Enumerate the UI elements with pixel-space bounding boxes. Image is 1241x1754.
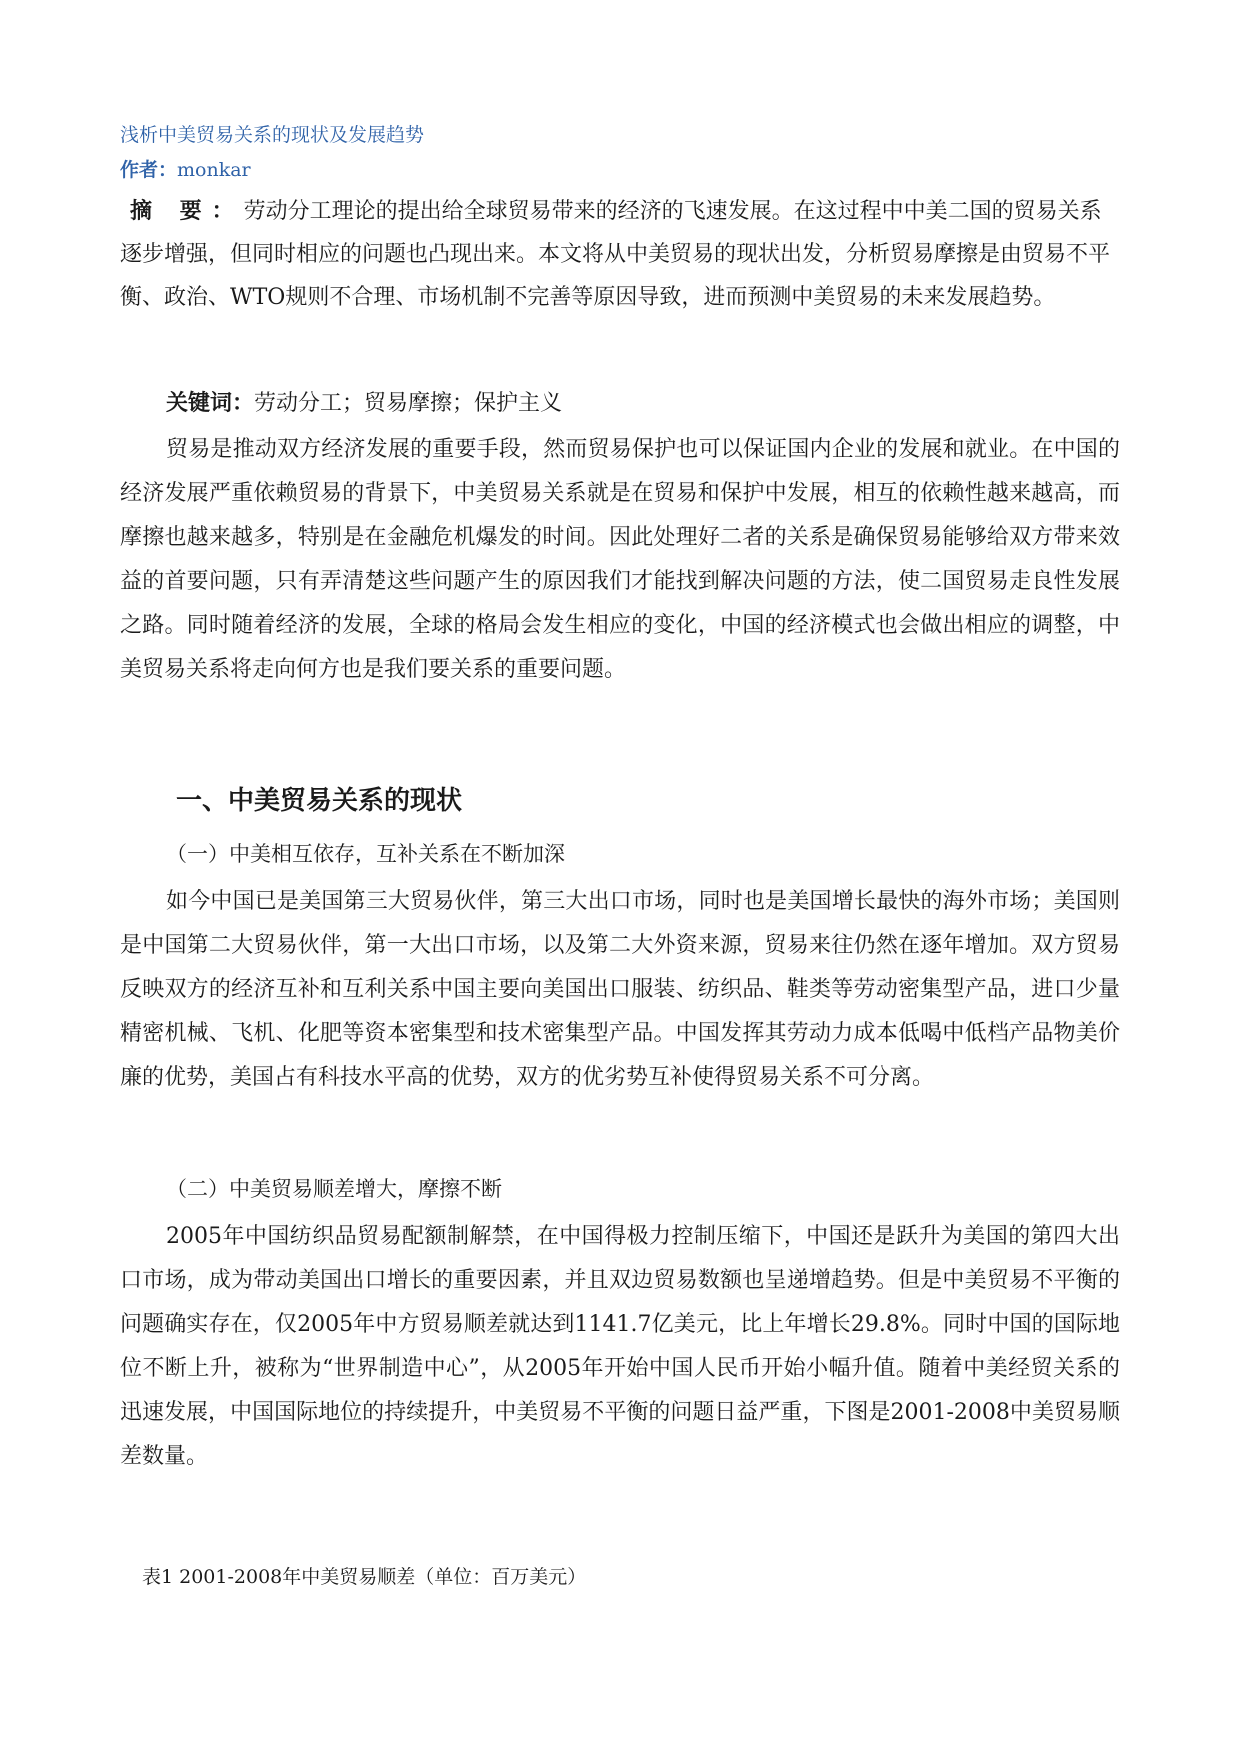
- abstract: [120, 190, 1120, 319]
- subsection-heading-1: （一）中美相互依存，互补关系在不断加深: [166, 842, 565, 866]
- keywords-label: 关键词：: [166, 391, 255, 416]
- keywords: [120, 382, 1120, 425]
- table-caption: 表1 2001-2008年中美贸易顺差（单位：百万美元）: [142, 1566, 587, 1588]
- author-line: [120, 155, 251, 182]
- keywords-text: 劳动分工；贸易摩擦；保护主义: [254, 391, 563, 416]
- author-name: monkar: [177, 159, 251, 181]
- subsection-paragraph-1: 如今中国已是美国第三大贸易伙伴，第三大出口市场，同时也是美国增长最快的海外市场；美国则是中国第二大贸易伙伴，第一大出口市场，以及第二大外资来源，贸易来往仍然在逐年增加。双方贸易反映双方的经济互补和互利关系中国主要向美国出口服装、纺织品、鞋类等劳动密集型产品，进口少量精密机械、飞机、化肥等资本密集型和技术密集型产品。中国发挥其劳动力成本低喝中低档产品物美价廉的优势，美国占有科技水平高的优势，双方的优劣势互补使得贸易关系不可分离。: [120, 889, 1120, 1090]
- section-heading: 一、中美贸易关系的现状: [176, 786, 463, 816]
- subsection-paragraph-2: 2005年中国纺织品贸易配额制解禁，在中国得极力控制压缩下，中国还是跃升为美国的第四大出口市场，成为带动美国出口增长的重要因素，并且双边贸易数额也呈递增趋势。但是中美贸易不平衡的问题确实存在，仅2005年中方贸易顺差就达到1141.7亿美元，比上年增长29.8%。同时中国的国际地位不断上升，被称为“世界制造中心”，从2005年开始中国人民币开始小幅升值。随着中美经贸关系的迅速发展，中国国际地位的持续提升，中美贸易不平衡的问题日益严重，下图是2001-2008中美贸易顺差数量。: [120, 1224, 1120, 1469]
- author-label: 作者：: [120, 159, 178, 181]
- subsection-heading-2: （二）中美贸易顺差增大，摩擦不断: [166, 1177, 502, 1201]
- abstract-label: 摘 要：: [130, 199, 244, 224]
- document-title: 浅析中美贸易关系的现状及发展趋势: [120, 124, 425, 146]
- abstract-text: 劳动分工理论的提出给全球贸易带来的经济的飞速发展。在这过程中中美二国的贸易关系逐步增强，但同时相应的问题也凸现出来。本文将从中美贸易的现状出发，分析贸易摩擦是由贸易不平衡、政治、WTO规则不合理、市场机制不完善等原因导致，进而预测中美贸易的未来发展趋势。: [120, 199, 1111, 310]
- intro-paragraph: 贸易是推动双方经济发展的重要手段，然而贸易保护也可以保证国内企业的发展和就业。在中国的经济发展严重依赖贸易的背景下，中美贸易关系就是在贸易和保护中发展，相互的依赖性越来越高，而摩擦也越来越多，特别是在金融危机爆发的时间。因此处理好二者的关系是确保贸易能够给双方带来效益的首要问题，只有弄清楚这些问题产生的原因我们才能找到解决问题的方法，使二国贸易走良性发展之路。同时随着经济的发展，全球的格局会发生相应的变化，中国的经济模式也会做出相应的调整，中美贸易关系将走向何方也是我们要关系的重要问题。: [120, 437, 1120, 682]
